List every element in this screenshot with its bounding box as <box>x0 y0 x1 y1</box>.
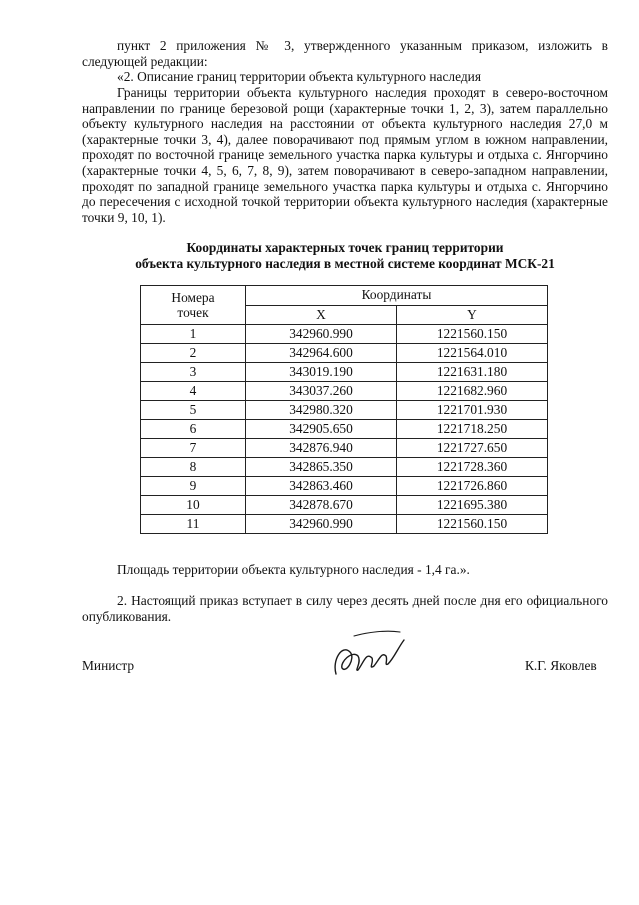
signer-name: К.Г. Яковлев <box>525 658 597 673</box>
cell-point-number: 1 <box>141 325 246 344</box>
signature-image <box>328 622 408 686</box>
cell-x: 342863.460 <box>246 477 397 496</box>
cell-x: 342865.350 <box>246 458 397 477</box>
table-heading-line1: Координаты характерных точек границ территории <box>186 240 504 255</box>
cell-x: 343037.260 <box>246 382 397 401</box>
column-header-coordinates: Координаты <box>246 286 548 306</box>
cell-point-number: 6 <box>141 420 246 439</box>
cell-point-number: 5 <box>141 401 246 420</box>
cell-y: 1221727.650 <box>397 439 548 458</box>
cell-x: 342960.990 <box>246 325 397 344</box>
header-num-line1: Номера <box>171 290 215 305</box>
cell-point-number: 9 <box>141 477 246 496</box>
section-title: «2. Описание границ территории объекта культурного наследия <box>117 69 481 84</box>
cell-x: 342960.990 <box>246 515 397 534</box>
cell-point-number: 8 <box>141 458 246 477</box>
cell-point-number: 11 <box>141 515 246 534</box>
cell-x: 342876.940 <box>246 439 397 458</box>
coordinates-table <box>140 285 548 534</box>
cell-x: 342980.320 <box>246 401 397 420</box>
cell-y: 1221718.250 <box>397 420 548 439</box>
cell-point-number: 2 <box>141 344 246 363</box>
cell-point-number: 10 <box>141 496 246 515</box>
table-row <box>141 477 548 496</box>
effective-date-paragraph: 2. Настоящий приказ вступает в силу через десять дней после дня его официального опубликования. <box>82 593 608 624</box>
cell-y: 1221560.150 <box>397 515 548 534</box>
table-heading-line2: объекта культурного наследия в местной системе координат МСК-21 <box>135 256 555 271</box>
table-row <box>141 344 548 363</box>
signer-title: Министр <box>82 658 135 673</box>
cell-x: 342878.670 <box>246 496 397 515</box>
table-row <box>141 515 548 534</box>
table-row <box>141 401 548 420</box>
table-row <box>141 420 548 439</box>
boundary-description: Границы территории объекта культурного наследия проходят в северо-восточном направлении по границе березовой рощи (характерные точки 1, 2, 3), затем параллельно объекту культурного наследия на расстоянии от объекта культурного наследия 27,0 м (характерные точки 3, 4), далее поворачивают под прямым углом в южном направлении, проходят по восточной границе земельного участка парка культуры и отдыха с. Янгорчино (характерные точки 4, 5, 6, 7, 8, 9), затем поворачивают в северо-западном направлении, проходят по западной границе земельного участка парка культуры и отдыха с. Янгорчино до пересечения с исходной точкой территории объекта культурного наследия (характерные точки 9, 10, 1). <box>82 85 608 225</box>
table-row <box>141 439 548 458</box>
cell-y: 1221701.930 <box>397 401 548 420</box>
table-row <box>141 496 548 515</box>
header-num-line2: точек <box>177 305 209 320</box>
intro-paragraph: пункт 2 приложения № 3, утвержденного указанным приказом, изложить в следующей редакции: <box>82 38 608 69</box>
cell-y: 1221726.860 <box>397 477 548 496</box>
cell-point-number: 7 <box>141 439 246 458</box>
cell-x: 342905.650 <box>246 420 397 439</box>
table-row <box>141 458 548 477</box>
cell-y: 1221560.150 <box>397 325 548 344</box>
column-header-y: Y <box>397 305 548 325</box>
cell-point-number: 3 <box>141 363 246 382</box>
cell-y: 1221682.960 <box>397 382 548 401</box>
table-heading <box>82 240 608 272</box>
cell-y: 1221631.180 <box>397 363 548 382</box>
cell-y: 1221695.380 <box>397 496 548 515</box>
area-statement: Площадь территории объекта культурного наследия - 1,4 га.». <box>117 562 470 577</box>
cell-x: 343019.190 <box>246 363 397 382</box>
table-row <box>141 363 548 382</box>
column-header-x: X <box>246 305 397 325</box>
column-header-point-number <box>141 286 246 325</box>
table-row <box>141 382 548 401</box>
cell-x: 342964.600 <box>246 344 397 363</box>
cell-y: 1221564.010 <box>397 344 548 363</box>
table-row <box>141 325 548 344</box>
cell-point-number: 4 <box>141 382 246 401</box>
cell-y: 1221728.360 <box>397 458 548 477</box>
